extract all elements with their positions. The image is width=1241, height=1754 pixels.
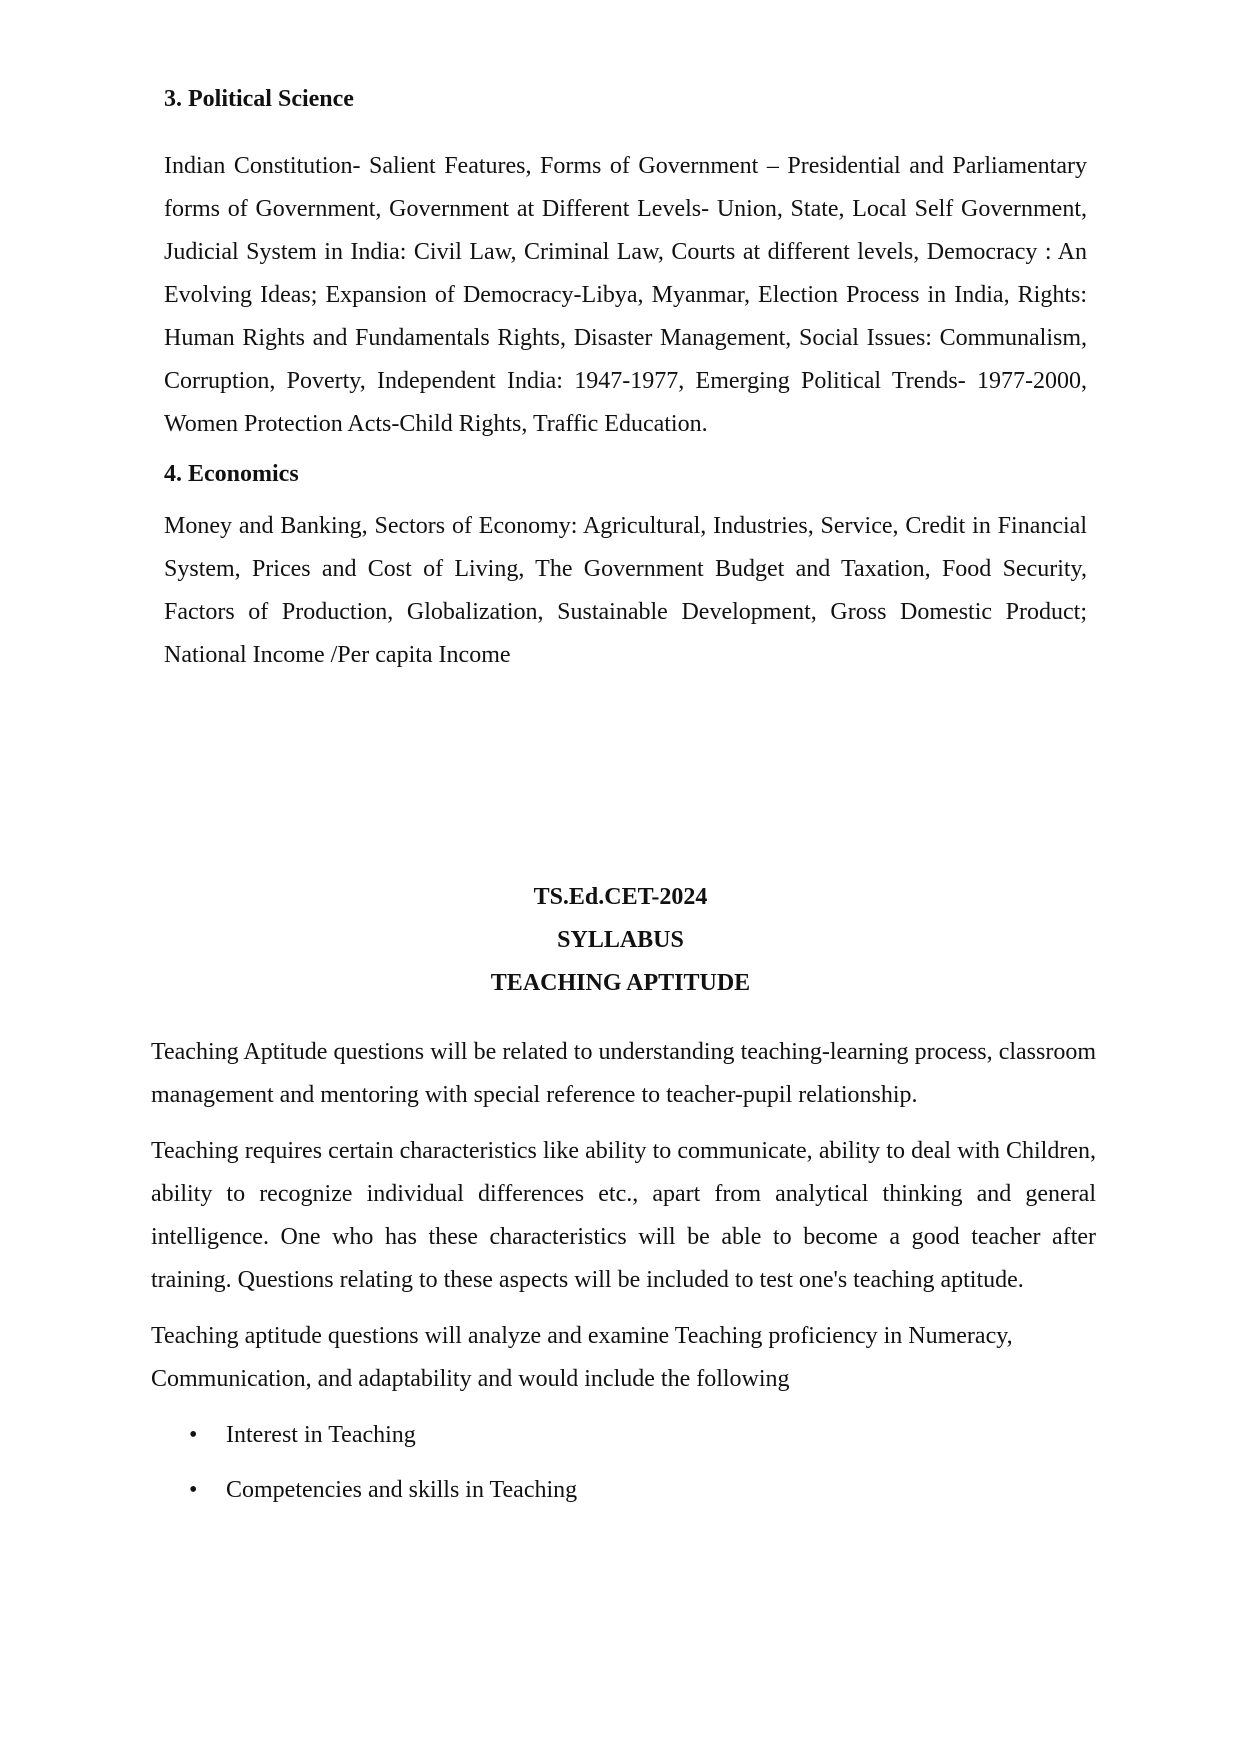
bullet-icon: •: [189, 1477, 198, 1503]
teaching-aptitude-paragraph-2: Teaching requires certain characteristics like ability to communicate, ability to deal with Children, ability to recognize individual differences etc., apart from analytical thinking and general intelligence. One who has these characteristics will be able to become a good teacher after training. Questions relating to these aspects will be included to test one's teaching aptitude.: [151, 1138, 1096, 1293]
teaching-aptitude-section: [151, 1031, 1096, 1524]
teaching-aptitude-paragraph-3: Teaching aptitude questions will analyze and examine Teaching proficiency in Numeracy, Communication, and adaptability and would include the following: [151, 1323, 1013, 1392]
exam-title: TS.Ed.CET-2024: [533, 884, 708, 910]
syllabus-title-block: [0, 876, 1241, 1005]
teaching-aptitude-list: [151, 1414, 1096, 1512]
list-item-text: Competencies and skills in Teaching: [226, 1477, 578, 1503]
economics-body: Money and Banking, Sectors of Economy: Agricultural, Industries, Service, Credit in Financial System, Prices and Cost of Living, The Government Budget and Taxation, Food Security, Factors of Production, Globalization, Sustainable Development, Gross Domestic Product; National Income /Per capita Income: [164, 513, 1087, 668]
political-science-heading: 3. Political Science: [164, 86, 354, 112]
list-item: [151, 1414, 1096, 1457]
list-item-text: Interest in Teaching: [226, 1422, 416, 1448]
teaching-aptitude-paragraph-1: Teaching Aptitude questions will be related to understanding teaching-learning process, classroom management and mentoring with special reference to teacher-pupil relationship.: [151, 1039, 1096, 1108]
syllabus-title: SYLLABUS: [557, 927, 684, 953]
economics-heading: 4. Economics: [164, 461, 299, 487]
bullet-icon: •: [189, 1422, 198, 1448]
political-science-body: Indian Constitution- Salient Features, Forms of Government – Presidential and Parliamentary forms of Government, Government at Different Levels- Union, State, Local Self Government, Judicial System in India: Civil Law, Criminal Law, Courts at different levels, Democracy : An Evolving Ideas; Expansion of Democracy-Libya, Myanmar, Election Process in India, Rights: Human Rights and Fundamentals Rights, Disaster Management, Social Issues: Communalism, Corruption, Poverty, Independent India: 1947-1977, Emerging Political Trends- 1977-2000, Women Protection Acts-Child Rights, Traffic Education.: [164, 153, 1087, 437]
list-item: [151, 1469, 1096, 1512]
subject-sections: [164, 82, 1087, 677]
teaching-aptitude-title: TEACHING APTITUDE: [490, 970, 751, 996]
